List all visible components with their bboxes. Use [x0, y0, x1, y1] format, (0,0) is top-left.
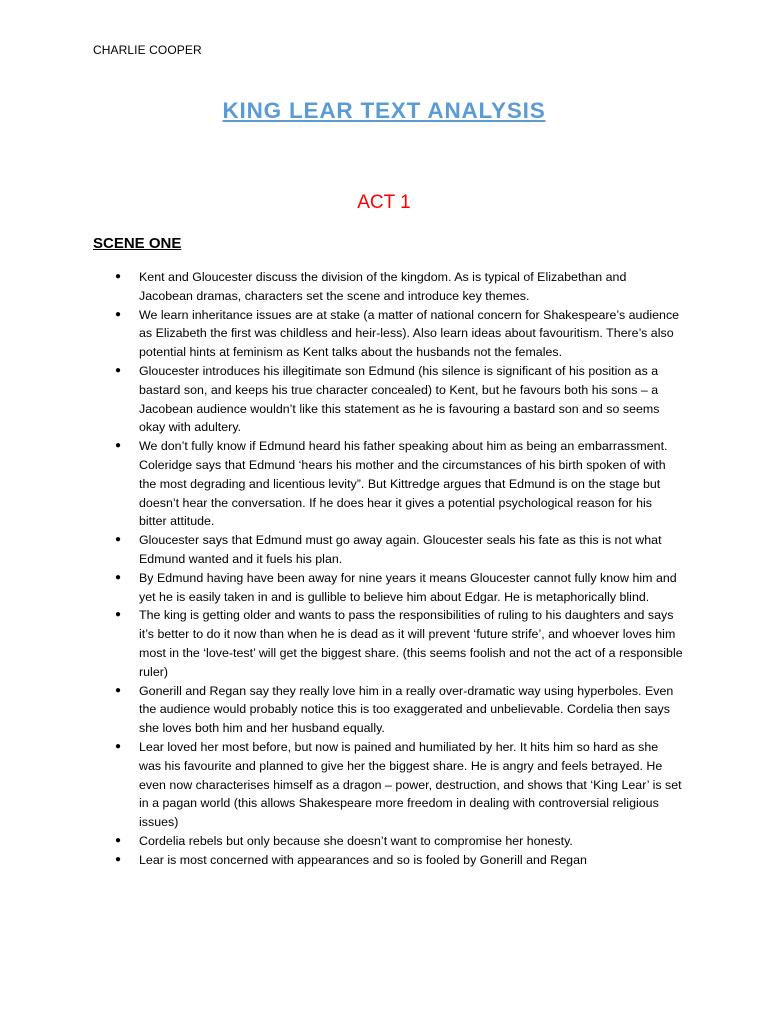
list-item: [111, 738, 683, 832]
list-item-text: Gonerill and Regan say they really love him in a really over-dramatic way using hyperboles. Even the audience would probably notice this is too exaggerated and unbelievable. Cordelia then says she loves both him and her husband equally.: [139, 683, 674, 736]
list-item-text: We don’t fully know if Edmund heard his father speaking about him as being an embarrassment. Coleridge says that Edmund ‘hears his mother and the circumstances of his birth spoken of with the most degrading and licentious levity”. But Kittredge argues that Edmund is on the stage but doesn’t hear the conversation. If he does hear it gives a potential psychological reason for his bitter attitude.: [139, 439, 668, 529]
bullet-icon: ●: [115, 853, 122, 865]
list-item-text: Lear loved her most before, but now is pained and humiliated by her. It hits him so hard as she was his favourite and planned to give her the biggest share. He is angry and feels betrayed. He even now characterises himself as a dragon – power, destruction, and shows that ‘King Lear’ is set in a pagan world (this allows Shakespeare more freedom in dealing with controversial religious issues): [139, 739, 682, 830]
bullet-icon: ●: [115, 740, 122, 752]
list-item: [111, 362, 683, 437]
list-item-text: The king is getting older and wants to pass the responsibilities of ruling to his daughters and says it’s better to do it now than when he is dead as it will prevent ‘future strife’, and whoever loves him most in the ‘love-test’ will get the biggest share. (this seems foolish and not the act of a responsible ruler): [139, 608, 683, 679]
list-item: [111, 306, 683, 362]
list-item-text: We learn inheritance issues are at stake (a matter of national concern for Shakespeare’s audience as Elizabeth the first was childless and heir-less). Also learn ideas about favouritism. There’s also potential hints at feminism as Kent talks about the husbands not the females.: [139, 307, 680, 360]
list-item: [111, 606, 683, 681]
list-item-text: By Edmund having have been away for nine years it means Gloucester cannot fully know him and yet he is easily taken in and is gullible to believe him about Edgar. He is metaphorically blind.: [139, 570, 677, 604]
bullet-icon: ●: [115, 308, 122, 320]
bullet-icon: ●: [115, 834, 122, 846]
list-item-text: Cordelia rebels but only because she doesn’t want to compromise her honesty.: [139, 833, 573, 848]
list-item: [111, 569, 683, 607]
scene-heading: SCENE ONE: [93, 235, 182, 252]
bullet-icon: ●: [115, 571, 122, 583]
bullet-icon: ●: [115, 609, 122, 621]
bullet-icon: ●: [115, 440, 122, 452]
list-item-text: Lear is most concerned with appearances and so is fooled by Gonerill and Regan: [139, 852, 587, 867]
act-heading: ACT 1: [357, 192, 411, 213]
bullet-icon: ●: [115, 364, 122, 376]
list-item-text: Gloucester introduces his illegitimate son Edmund (his silence is significant of his position as a bastard son, and keeps his true character concealed) to Kent, but he favours both his sons – a Jacobean audience wouldn’t like this statement as he is favouring a bastard son and so seems okay with adultery.: [139, 363, 660, 435]
bullet-icon: ●: [115, 271, 122, 282]
bullet-icon: ●: [115, 534, 122, 546]
author-name: CHARLIE COOPER: [93, 43, 202, 57]
page-title: KING LEAR TEXT ANALYSIS: [222, 98, 546, 123]
list-item: [111, 682, 683, 738]
analysis-bullet-list: [111, 268, 683, 870]
list-item-text: Kent and Gloucester discuss the division of the kingdom. As is typical of Elizabethan and Jacobean dramas, characters set the scene and introduce key themes.: [139, 270, 627, 303]
bullet-icon: ●: [115, 684, 122, 696]
list-item-text: Gloucester says that Edmund must go away again. Gloucester seals his fate as this is not what Edmund wanted and it fuels his plan.: [139, 533, 662, 566]
list-item: [111, 437, 683, 531]
list-item: [111, 268, 683, 306]
list-item: [111, 851, 683, 870]
list-item: [111, 531, 683, 569]
list-item: [111, 832, 683, 851]
